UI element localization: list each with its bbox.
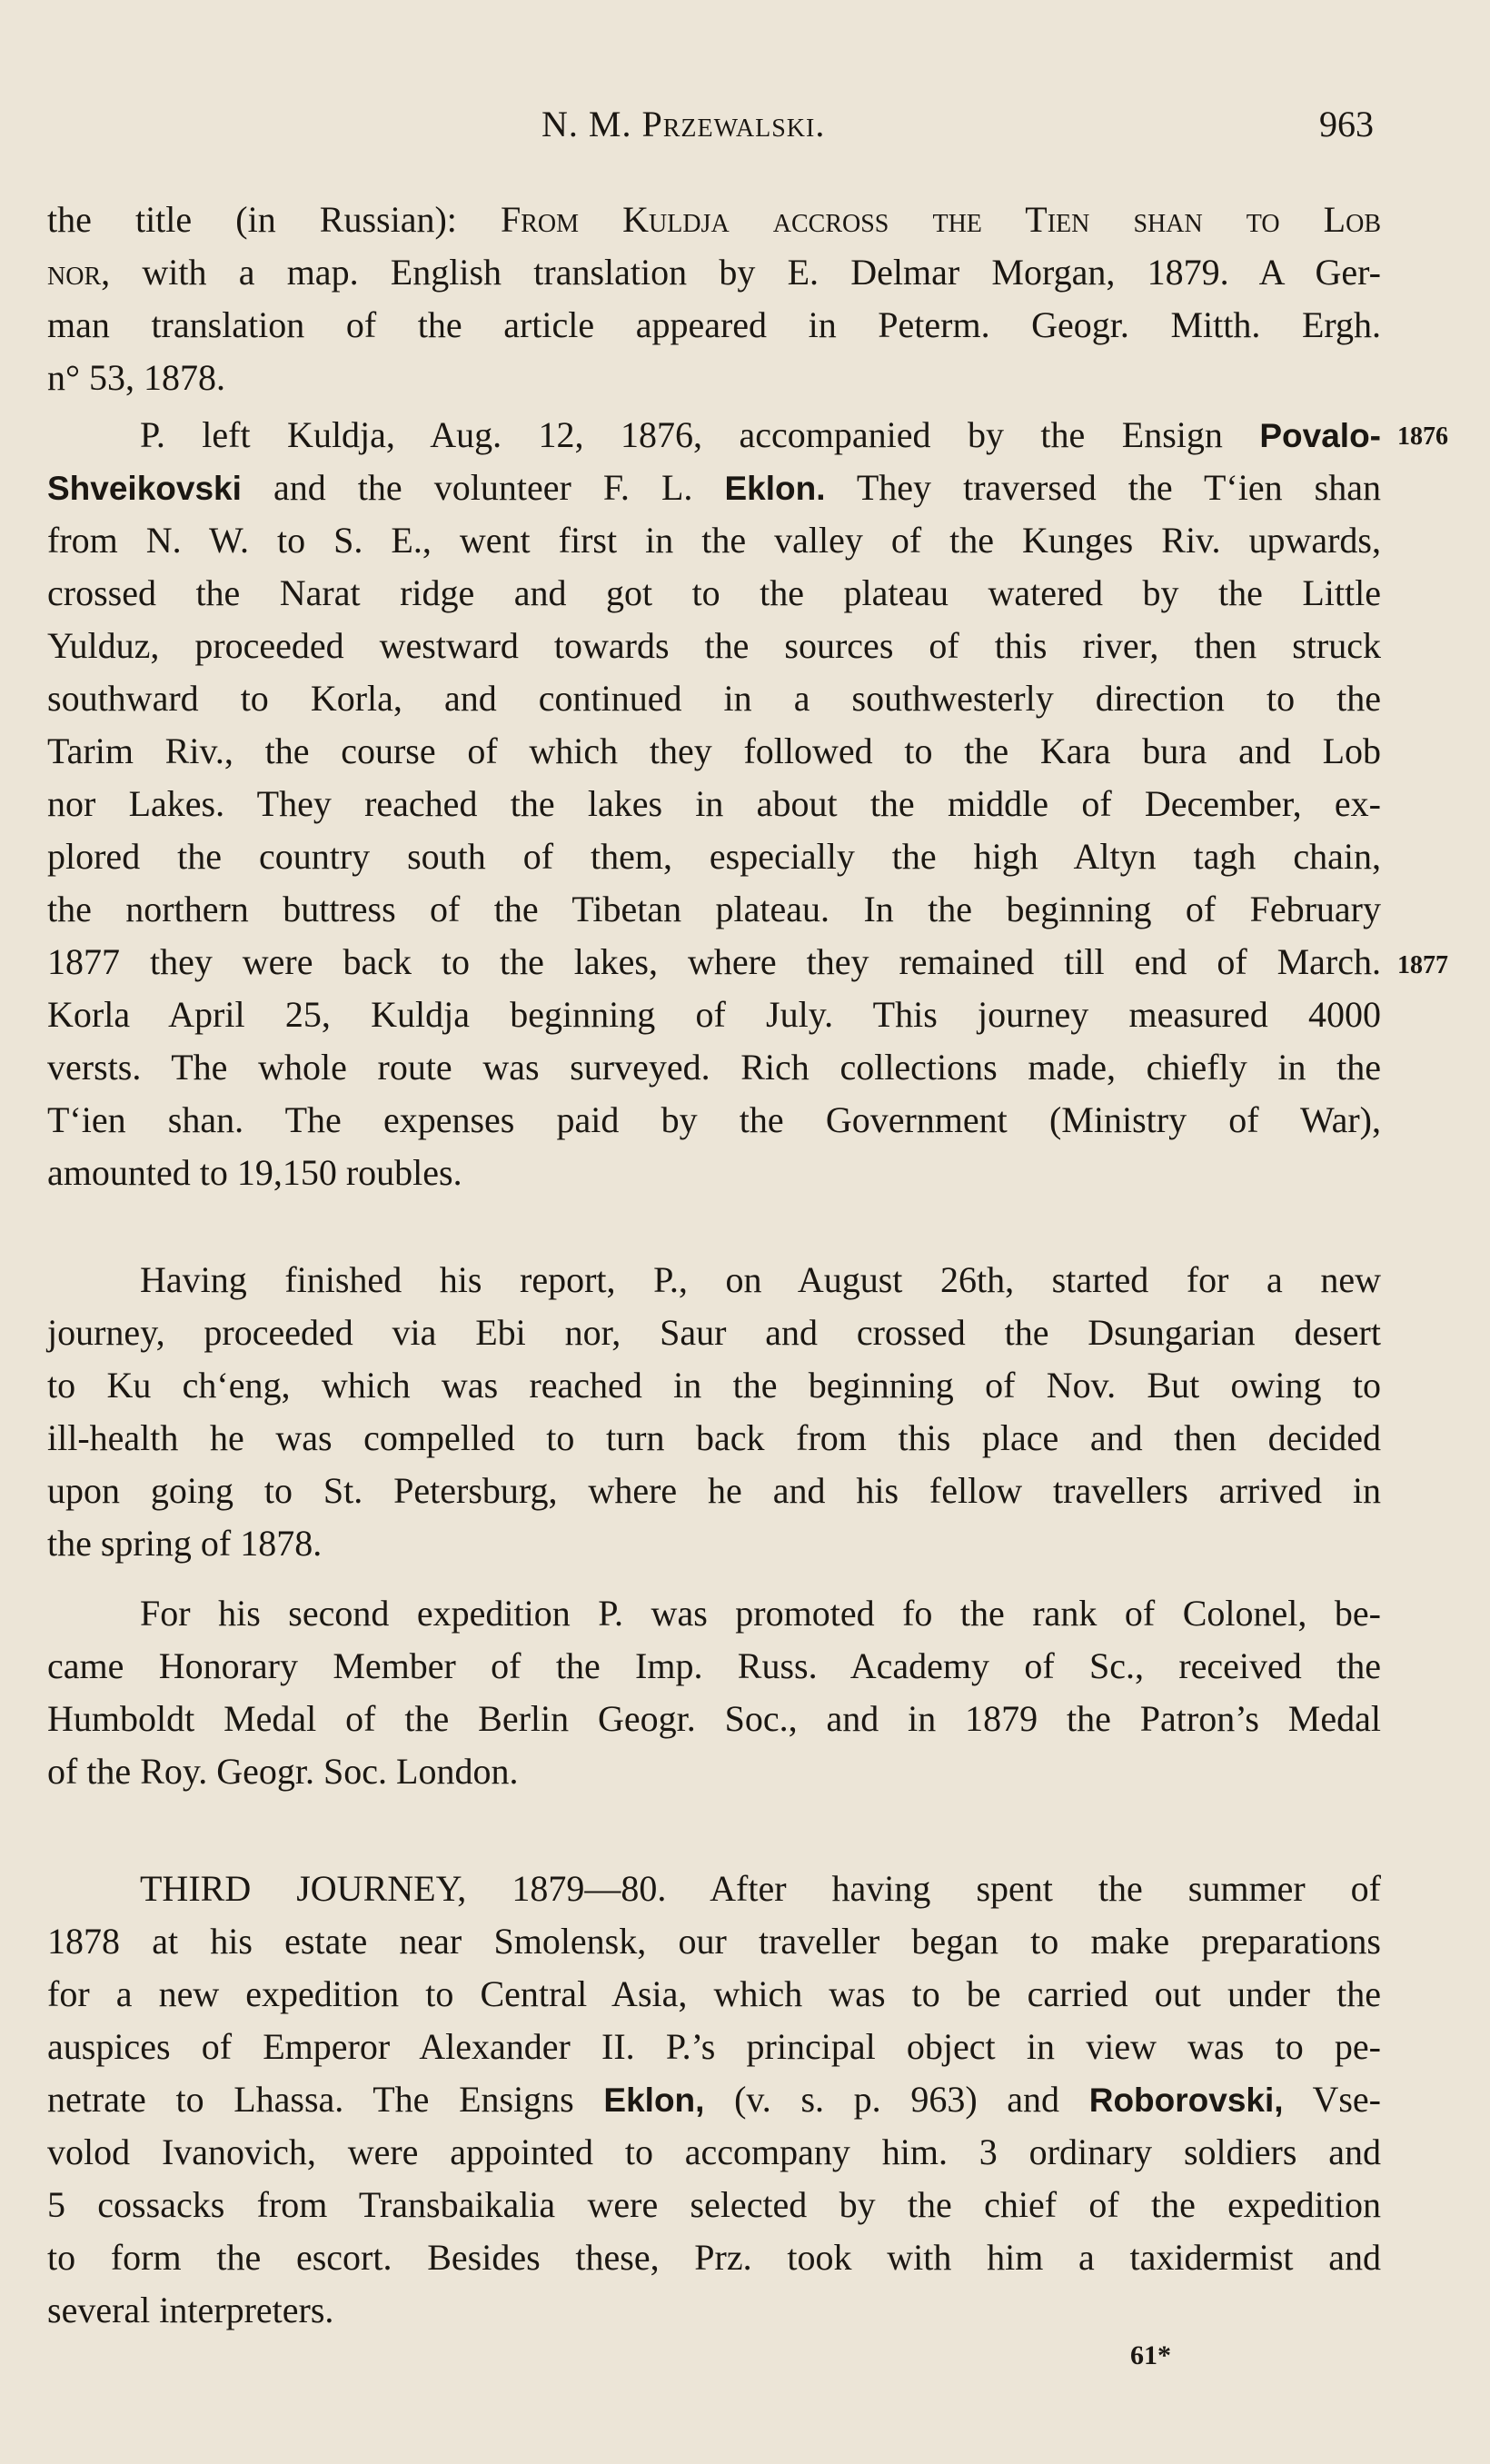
text-line: Tarim Riv., the course of which they followed to the Kara bura and Lob [47,730,1381,771]
text-line: 1877 they were back to the lakes, where they remained till end of March. [47,941,1381,982]
text-line: journey, proceeded via Ebi nor, Saur and crossed the Dsungarian desert [47,1312,1381,1353]
text-line: Korla April 25, Kuldja beginning of July. This journey measured 4000 [47,994,1381,1035]
signature-mark: 61* [1130,2340,1171,2370]
text-span: They traversed the T‘ien shan [825,467,1381,508]
text-line: the northern buttress of the Tibetan plateau. In the beginning of February [47,889,1381,929]
person-name: Eklon, [603,2081,705,2119]
text-line: nor Lakes. They reached the lakes in about the middle of December, ex- [47,783,1381,824]
text-line [47,246,1381,299]
text-span: , with a map. English translation by E. Delmar Morgan, 1879. A Ger- [101,252,1381,293]
text-span: (v. s. p. 963) and [704,2079,1089,2120]
running-header-title: N. M. Przewalski. [541,104,826,144]
text-line: versts. The whole route was surveyed. Rich collections made, chiefly in the [47,1047,1381,1088]
text-line: man translation of the article appeared in Peterm. Geogr. Mitth. Ergh. [47,304,1381,345]
text-line [47,462,1381,515]
margin-year: 1876 [1397,422,1448,451]
text-line: to Ku ch‘eng, which was reached in the beginning of Nov. But owing to [47,1365,1381,1406]
margin-year: 1877 [1397,951,1448,979]
text-span: the title (in Russian): [47,199,501,240]
text-line: came Honorary Member of the Imp. Russ. Academy of Sc., received the [47,1645,1381,1686]
text-line: Yulduz, proceeded westward towards the sources of this river, then struck [47,625,1381,666]
page-number: 963 [1319,104,1374,144]
text-line: 1878 at his estate near Smolensk, our traveller began to make preparations [47,1921,1381,1962]
text-line: T‘ien shan. The expenses paid by the Government (Ministry of War), [47,1099,1381,1140]
text-line [140,409,1381,462]
text-line [47,2073,1381,2127]
text-line: southward to Korla, and continued in a southwesterly direction to the [47,678,1381,719]
text-line: amounted to 19,150 roubles. [47,1152,462,1193]
text-line: the spring of 1878. [47,1523,323,1564]
text-line: Having finished his report, P., on August 26th, started for a new [140,1259,1381,1300]
text-line: auspices of Emperor Alexander II. P.’s principal object in view was to pe- [47,2026,1381,2067]
text-span: P. left Kuldja, Aug. 12, 1876, accompanied by the Ensign [140,414,1260,455]
person-name: Eklon. [724,470,826,507]
text-line: Humboldt Medal of the Berlin Geogr. Soc., and in 1879 the Patron’s Medal [47,1698,1381,1739]
text-span: Vse- [1283,2079,1382,2120]
text-line [47,194,1381,246]
text-line: ill-health he was compelled to turn back from this place and then decided [47,1417,1381,1458]
text-line: from N. W. to S. E., went first in the valley of the Kunges Riv. upwards, [47,520,1381,561]
person-name: Povalo- [1259,417,1381,454]
text-line: crossed the Narat ridge and got to the plateau watered by the Little [47,572,1381,613]
text-line: for a new expedition to Central Asia, which was to be carried out under the [47,1973,1381,2014]
text-line: 5 cossacks from Transbaikalia were selected by the chief of the expedition [47,2184,1381,2225]
text-line: plored the country south of them, especially the high Altyn tagh chain, [47,836,1381,877]
text-span: and the volunteer F. L. [241,467,725,508]
text-span: netrate to Lhassa. The Ensigns [47,2079,604,2120]
text-line: to form the escort. Besides these, Prz. took with him a taxidermist and [47,2237,1381,2278]
text-line: of the Roy. Geogr. Soc. London. [47,1751,519,1792]
book-title: From Kuldja accross the Tien shan to Lob [501,199,1382,240]
text-line: n° 53, 1878. [47,357,225,398]
text-line: several interpreters. [47,2290,334,2330]
text-line: volod Ivanovich, were appointed to accompany him. 3 ordinary soldiers and [47,2131,1381,2172]
person-name: Shveikovski [47,470,242,507]
text-line: For his second expedition P. was promoted fo the rank of Colonel, be- [140,1593,1381,1634]
text-line: upon going to St. Petersburg, where he and his fellow travellers arrived in [47,1470,1381,1511]
book-title: nor [47,252,102,293]
person-name: Roborovski, [1088,2081,1284,2119]
text-line: THIRD JOURNEY, 1879—80. After having spent the summer of [140,1868,1381,1909]
